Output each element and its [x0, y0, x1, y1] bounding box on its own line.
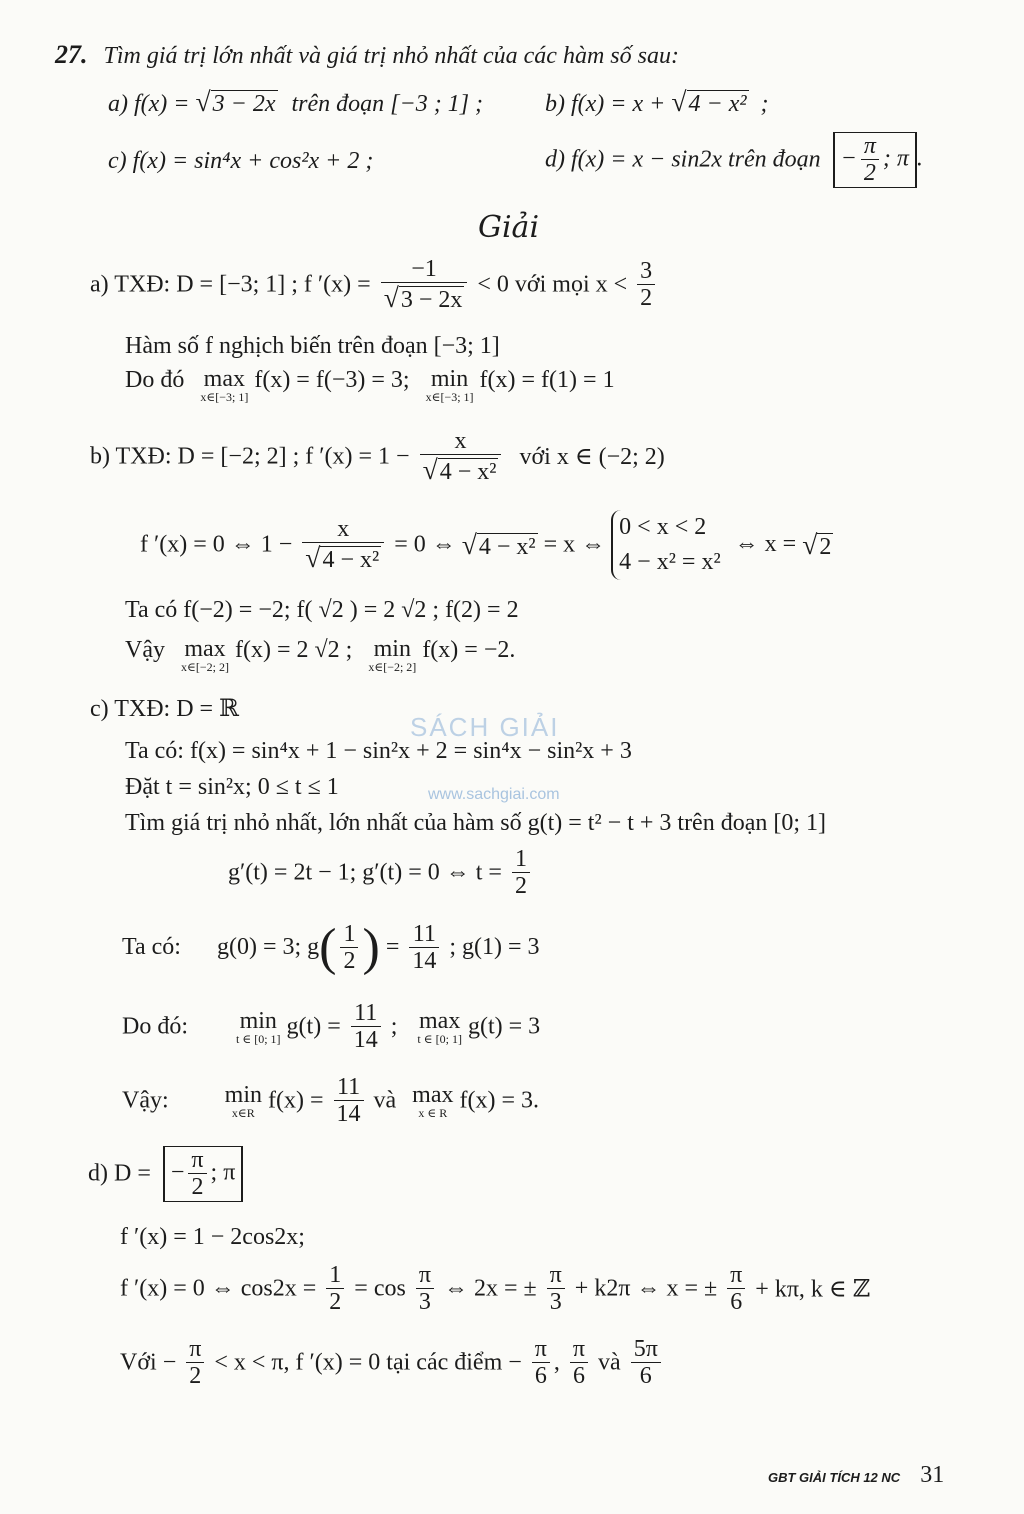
min-operator: min x∈[−2; 2] [368, 636, 417, 674]
part-c-line-6: Ta có: g(0) = 3; g( $\frac{1}{2}$ ) = $\frac{11}{14}$ ; g(1) = 3 [122, 919, 540, 976]
part-d-line-1: d) D = − $\frac{\pi}{2}$ ; π [88, 1146, 243, 1202]
fraction: $\frac{-1}{√3 - 2x}$ [381, 256, 468, 314]
equation-system: 0 < x < 2 4 − x² = x² [611, 510, 720, 580]
part-d-line-2: f ′(x) = 1 − 2cos2x; [120, 1224, 305, 1250]
interval-bracket: − $\frac{\pi}{2}$ ; π [833, 132, 917, 188]
solution-title: Giải [478, 210, 540, 245]
part-c-line-3: Đặt t = sin²x; 0 ≤ t ≤ 1 [125, 774, 339, 800]
problem-number: 27. [55, 40, 88, 69]
fraction: $\frac{1}{2}$ [340, 921, 358, 975]
page-footer [768, 1462, 944, 1489]
part-c-line-4: Tìm giá trị nhỏ nhất, lớn nhất của hàm số g(t) = t² − t + 3 trên đoạn [0; 1] [125, 810, 827, 836]
fraction: $\frac{11}{14}$ [334, 1074, 364, 1128]
book-title: GBT GIẢI TÍCH 12 NC [768, 1470, 901, 1485]
watermark-brand: SÁCH GIẢI [410, 712, 560, 742]
sqrt-expression: √4 − x² [671, 86, 747, 117]
problem-header [55, 40, 679, 70]
interval-bracket: − $\frac{\pi}{2}$ ; π [163, 1146, 243, 1202]
min-operator: min x∈[−3; 1] [425, 366, 474, 404]
sqrt-expression: √3 − 2x [195, 86, 276, 117]
problem-item-c: c) f(x) = sin⁴x + cos²x + 2 ; [108, 148, 374, 174]
part-a-line-3: Do đó max x∈[−3; 1] f(x) = f(−3) = 3; min x∈[−3; 1] f(x) = f(1) = 1 [125, 366, 615, 404]
page-number: 31 [920, 1462, 945, 1488]
part-a-line-1: a) TXĐ: D = [−3; 1] ; f ′(x) = $\frac{-1}{√3 - 2x}$ < 0 với mọi x < $\frac{3}{2}$ [90, 256, 659, 314]
part-d-line-4: Với − $\frac{\pi}{2}$ < x < π, f ′(x) = 0 tại các điểm − $\frac{\pi}{6}$ , $\frac{\pi}{6}$ và $\frac{5\pi}{6}$ [120, 1336, 665, 1390]
part-b-line-2: f ′(x) = 0 ⇔ 1 − $\frac{x}{\text{√4 − x²}}$ = 0 ⇔ √4 − x² = x ⇔ 0 < x < 2 4 − x² = x² ⇔ x = √2 [140, 510, 833, 580]
part-c-line-1: c) TXĐ: D = ℝ [90, 696, 240, 722]
fraction: $\frac{3}{2}$ [637, 258, 655, 312]
fraction: $\frac{x}{\text{√4 − x²}}$ [420, 428, 502, 486]
max-operator: max x∈[−2; 2] [180, 636, 229, 674]
part-b-line-3: Ta có f(−2) = −2; f( √2 ) = 2 √2 ; f(2) = 2 [125, 597, 519, 623]
max-operator: max x∈[−3; 1] [200, 366, 249, 404]
problem-statement: Tìm giá trị lớn nhất và giá trị nhỏ nhất của các hàm số sau: [103, 43, 679, 69]
min-operator: min x∈R [224, 1081, 262, 1120]
max-operator: max x ∈ R [412, 1081, 454, 1120]
max-operator: max t ∈ [0; 1] [417, 1007, 462, 1046]
part-c-line-2: Ta có: f(x) = sin⁴x + 1 − sin²x + 2 = sin⁴x − sin²x + 3 [125, 738, 632, 764]
problem-item-b: b) f(x) = x + √4 − x² ; [545, 86, 769, 117]
watermark-logo [410, 712, 559, 743]
problem-item-d: d) f(x) = x − sin2x trên đoạn − $\frac{\pi}{2}$ ; π . [545, 133, 923, 187]
part-a-line-2: Hàm số f nghịch biến trên đoạn [−3; 1] [125, 333, 500, 359]
part-d-line-3: f ′(x) = 0 ⇔ cos2x = $\frac{1}{2}$ = cos $\frac{\pi}{3}$ ⇔ 2x = ± $\frac{\pi}{3}$ + k2π ⇔ x = ± $\frac{\pi}{6}$ + kπ, k ∈ ℤ [120, 1262, 871, 1316]
fraction: $\frac{x}{\text{√4 − x²}}$ [302, 516, 384, 574]
fraction: $\frac{1}{2}$ [512, 846, 530, 900]
watermark-url: www.sachgiai.com [428, 786, 560, 803]
problem-item-a: a) f(x) = √3 − 2x trên đoạn [−3 ; 1] ; [108, 86, 484, 117]
part-b-line-4: Vậy max x∈[−2; 2] f(x) = 2 √2 ; min x∈[−2; 2] f(x) = −2. [125, 636, 516, 674]
fraction: $\frac{11}{14}$ [351, 1000, 381, 1054]
part-c-line-7: Do đó: min t ∈ [0; 1] g(t) = $\frac{11}{14}$ ; max t ∈ [0; 1] g(t) = 3 [122, 1000, 541, 1054]
part-c-line-5: g′(t) = 2t − 1; g′(t) = 0 ⇔ t = $\frac{1}{2}$ [228, 846, 534, 900]
part-c-line-8: Vậy: min x∈R f(x) = $\frac{11}{14}$ và max x ∈ R f(x) = 3. [122, 1074, 540, 1128]
fraction: $\frac{11}{14}$ [409, 921, 439, 975]
part-b-line-1: b) TXĐ: D = [−2; 2] ; f ′(x) = 1 − $\frac{x}{\text{√4 − x²}}$ với x ∈ (−2; 2) [90, 428, 665, 486]
min-operator: min t ∈ [0; 1] [236, 1007, 281, 1046]
